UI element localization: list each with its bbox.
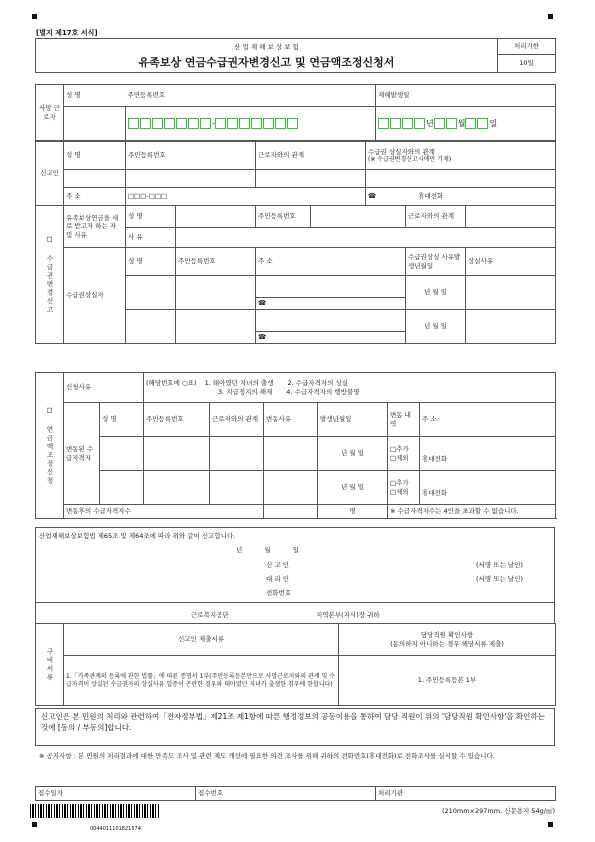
docs-table bbox=[35, 623, 556, 706]
changed-label: 변동된 수급자격자 bbox=[64, 403, 100, 505]
adj-col-address: 주 소 bbox=[420, 403, 556, 437]
paper-spec: (210mm×297mm, 신문용지 54g/㎡) bbox=[441, 807, 555, 815]
lost2-address[interactable] bbox=[256, 310, 406, 332]
rep-name-label: 성 명 bbox=[64, 142, 126, 170]
addressee: 근로복지공단 지역본부(지사)장 귀하 bbox=[35, 603, 555, 623]
adj1-date[interactable]: 년 월 일 bbox=[318, 437, 388, 471]
receipt-table bbox=[35, 786, 556, 801]
rep-zip[interactable]: □□□-□□□ bbox=[126, 188, 366, 206]
lost1-address[interactable] bbox=[256, 276, 406, 298]
rep-address-label: 주 소 bbox=[64, 188, 126, 206]
declaration-date: 년 월 일 bbox=[236, 546, 309, 554]
change-table bbox=[35, 205, 556, 344]
lost-col-date: 수급권상실 사유발생년월일 bbox=[406, 248, 466, 276]
handler: 처리기관 bbox=[376, 787, 556, 801]
after-note: ※ 수급자격자수는 4인을 초과할 수 없습니다. bbox=[388, 505, 556, 519]
lost-col-address: 주 소 bbox=[256, 248, 406, 276]
period-label: 처리기한 bbox=[498, 39, 556, 55]
corner-mark-bl bbox=[32, 822, 37, 827]
adjust-table bbox=[35, 372, 556, 519]
corner-mark-tl bbox=[32, 14, 37, 19]
notice: ※ 공지사항 : 본 민원의 처리결과에 대한 만족도 조사 및 관련 제도 개선에 필요한 의견 조사를 위해 귀하의 전화번호(휴대전화)로 전화조사를 실시할 수 있습니다. bbox=[39, 752, 495, 760]
header-table bbox=[35, 38, 556, 73]
adj2-detail[interactable]: □추가 □제외 bbox=[388, 471, 420, 505]
after-label: 변동후의 수급자격자수 bbox=[64, 505, 264, 519]
phone-icon: ☎ bbox=[368, 192, 377, 201]
phone-icon: ☎ bbox=[256, 332, 406, 344]
lost1-name[interactable] bbox=[126, 276, 176, 310]
dw-name-label: 성 명 bbox=[64, 85, 126, 107]
adj1-name[interactable] bbox=[100, 437, 144, 471]
new-reason-field[interactable] bbox=[176, 228, 556, 248]
rep-relation-right: 수급권 상실자와의 관계 (※ 수급권변경신고시에만 기재) bbox=[366, 142, 556, 170]
adj1-detail[interactable]: □추가 □제외 bbox=[388, 437, 420, 471]
adj2-rrn[interactable] bbox=[144, 471, 210, 505]
dw-date-field[interactable]: 년 월 일 bbox=[376, 107, 556, 141]
adj2-relation[interactable] bbox=[210, 471, 264, 505]
adj2-date[interactable]: 년 월 일 bbox=[318, 471, 388, 505]
corner-mark-br bbox=[548, 822, 553, 827]
adj1-address[interactable]: 휴대전화 bbox=[420, 437, 556, 471]
page-title: 유족보상 연금수급권자변경신고 및 연금액조정신청서 bbox=[36, 55, 498, 73]
decl-agent: 대 리 인 bbox=[266, 575, 289, 583]
docs-left-title: 신고인 제출서류 bbox=[64, 624, 339, 656]
dw-date-label: 재해발생일 bbox=[376, 85, 556, 107]
barcode-number: 0044011101821574 bbox=[90, 826, 141, 832]
declaration-text: 산업재해보상보험법 제65조 및 제64조에 따라 위와 같이 신고합니다. bbox=[39, 532, 236, 540]
agency-name: 산 업 재 해 보 상 보 험 bbox=[36, 39, 498, 55]
phone-icon: ☎ bbox=[256, 298, 406, 310]
lost2-reason[interactable] bbox=[466, 310, 556, 344]
after-unit: 명 bbox=[318, 505, 388, 519]
docs-left-text: 1.「가족관계의 등록에 관한 법률」에 따른 증명서 1부(주민등록등본만으로 사망근로자와의 관계 및 수급자격이 상실된 수급권자의 상실사유 입증이 곤란한 경우와 태아였던 자녀가 출생한 경우에 한합니다) bbox=[64, 656, 339, 706]
lost2-name[interactable] bbox=[126, 310, 176, 344]
lost1-reason[interactable] bbox=[466, 276, 556, 310]
receipt-no: 접수번호 bbox=[196, 787, 376, 801]
rep-rrn-label: 주민등록번호 bbox=[126, 142, 256, 170]
declaration-box bbox=[35, 527, 555, 603]
lost-label: 수급권상실자 bbox=[64, 248, 126, 344]
adj-col-name: 성 명 bbox=[100, 403, 144, 437]
dw-rrn-label: 주민등록번호 bbox=[126, 85, 376, 107]
dw-name-field[interactable] bbox=[64, 107, 126, 141]
adjust-reasons[interactable]: (해당번호에 ○표) 1. 태아였던 자녀의 출생 2. 수급자격자의 상실 3. 지급정지의 해제 4. 수급자격자의 행방불명 bbox=[144, 373, 556, 403]
lost-col-reason: 상실사유 bbox=[466, 248, 556, 276]
adj2-name[interactable] bbox=[100, 471, 144, 505]
rep-relation-right-field[interactable] bbox=[366, 170, 556, 188]
decl-phone: 전화번호 bbox=[266, 589, 292, 597]
adjust-reason-label: 신청사유 bbox=[64, 373, 144, 403]
dead-worker-table bbox=[35, 84, 556, 141]
lost2-rrn[interactable] bbox=[176, 310, 256, 344]
adj-col-reason: 변동사유 bbox=[264, 403, 318, 437]
docs-section: 구비서류 bbox=[36, 624, 64, 706]
adj1-reason[interactable] bbox=[264, 437, 318, 471]
after-count[interactable] bbox=[264, 505, 318, 519]
consent-box: 신고인은 본 민원의 처리와 관련하여「전자정부법」제21조 제1항에 따른 행정정보의 공동이용을 통하여 담당 직원이 위의 '담당직원 확인사항'을 확인하는 것에 [동의 / 부동의]합니다. bbox=[35, 708, 555, 746]
new-relation-field[interactable] bbox=[466, 206, 556, 228]
barcode bbox=[30, 804, 160, 818]
lost2-date[interactable]: 년 월 일 bbox=[406, 310, 466, 344]
adj2-reason[interactable] bbox=[264, 471, 318, 505]
dw-rrn-field[interactable]: - bbox=[126, 107, 376, 141]
form-id: [별지 제17호 서식] bbox=[36, 29, 98, 37]
lost-col-name: 성 명 bbox=[126, 248, 176, 276]
rep-relation-field[interactable] bbox=[256, 170, 366, 188]
lost1-rrn[interactable] bbox=[176, 276, 256, 310]
docs-right-title: 담당직원 확인사항 (동의하지 아니하는 경우 해당서류 제출) bbox=[339, 624, 556, 656]
new-rrn-label: 주민등록번호 bbox=[256, 206, 311, 228]
new-name-label: 성 명 bbox=[126, 206, 176, 228]
decl-reporter: 신 고 인 bbox=[266, 561, 289, 569]
adj-col-rrn: 주민등록번호 bbox=[144, 403, 210, 437]
adj-col-relation: 근로자와의 관계 bbox=[210, 403, 264, 437]
dead-worker-section: 사망 근로자 bbox=[36, 85, 64, 141]
rep-rrn-field[interactable] bbox=[126, 170, 256, 188]
lost1-date[interactable]: 년 월 일 bbox=[406, 276, 466, 310]
new-reason-label: 사 유 bbox=[126, 228, 176, 248]
rep-name-field[interactable] bbox=[64, 170, 126, 188]
rep-phone[interactable]: ☎ 휴대전화 bbox=[366, 188, 556, 206]
adj1-rrn[interactable] bbox=[144, 437, 210, 471]
new-rrn-field[interactable] bbox=[311, 206, 406, 228]
corner-mark-tr bbox=[548, 14, 553, 19]
decl-sign1: (서명 또는 날인) bbox=[476, 561, 523, 569]
docs-right-text: 1. 주민등록등본 1부 bbox=[339, 656, 556, 706]
lost-col-rrn: 주민등록번호 bbox=[176, 248, 256, 276]
change-section: □ 수급권변경신고 bbox=[36, 206, 64, 344]
new-name-field[interactable] bbox=[176, 206, 256, 228]
period-value: 10일 bbox=[498, 55, 556, 73]
adjust-section: □ 연금액조정신청 bbox=[36, 373, 64, 519]
adj2-address[interactable]: 휴대전화 bbox=[420, 471, 556, 505]
reporter-table bbox=[35, 141, 556, 206]
adj1-relation[interactable] bbox=[210, 437, 264, 471]
reporter-section: 신고인 bbox=[36, 142, 64, 206]
rep-relation-label: 근로자와의 관계 bbox=[256, 142, 366, 170]
adj-col-detail: 변동 내역 bbox=[388, 403, 420, 437]
new-label: 유족보상연금을 새로 받고자 하는 자 및 사유 bbox=[64, 206, 126, 248]
decl-sign2: (서명 또는 날인) bbox=[476, 575, 523, 583]
receipt-date: 접수일자 bbox=[36, 787, 196, 801]
new-relation-label: 근로자와의 관계 bbox=[406, 206, 466, 228]
adj-col-date: 발생년월일 bbox=[318, 403, 388, 437]
